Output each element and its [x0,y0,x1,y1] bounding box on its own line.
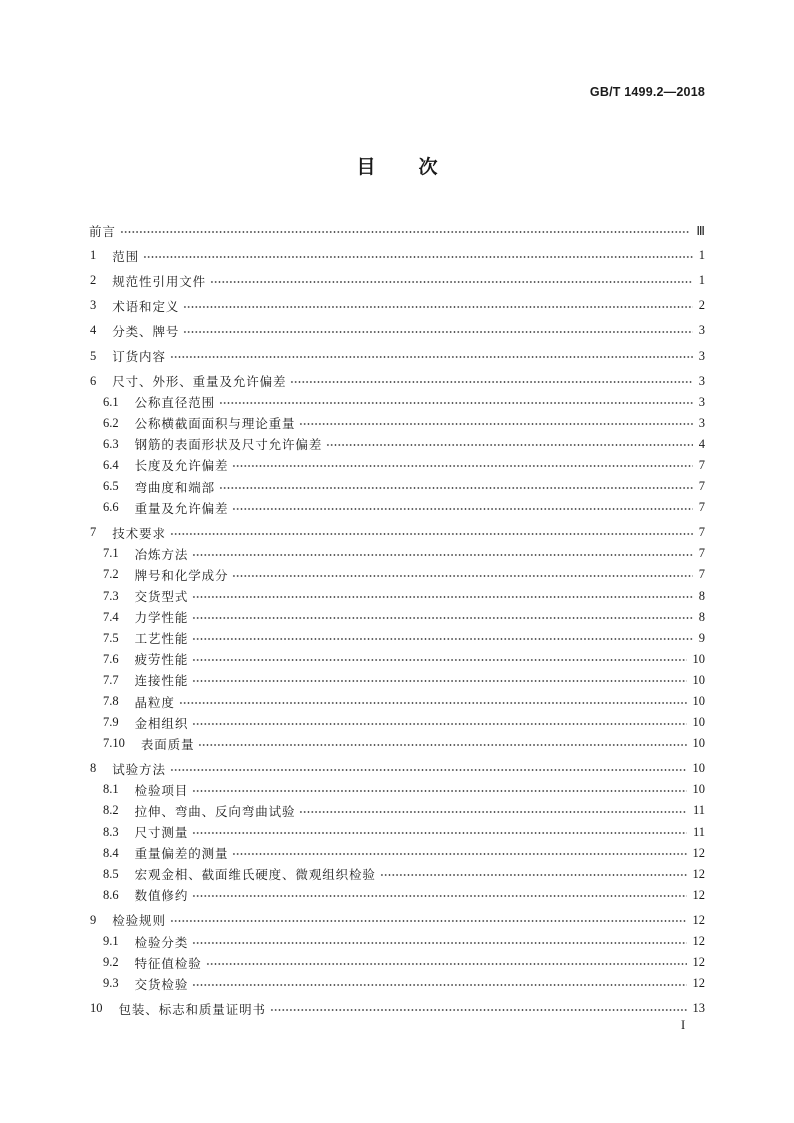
dot-leader [219,401,693,405]
toc-entry-preface [89,220,705,241]
toc-entry-6-5 [90,476,705,497]
section-number: 6.6 [103,500,119,515]
section-number: 9.2 [103,955,119,970]
section-title: 检验规则 [112,913,166,929]
toc-entry-7-4 [90,607,705,628]
section-title: 术语和定义 [112,298,180,314]
section-number: 7.6 [103,651,119,666]
dot-leader [192,616,693,620]
toc-entry-7-10 [90,733,705,754]
page-number: 12 [692,955,705,970]
section-title: 订货内容 [112,349,166,365]
section-number: 6.2 [103,415,119,430]
dot-leader [232,507,692,511]
section-number: 10 [90,1001,103,1016]
section-title: 力学性能 [134,610,189,626]
dot-leader [270,1008,687,1012]
section-title: 公称直径范围 [134,395,216,411]
page-number: 10 [692,651,705,666]
toc-entry-6-6 [90,497,705,518]
page-number: 12 [692,934,705,949]
toc-entry-3 [90,295,705,316]
toc-entry-7-3 [90,586,705,607]
section-number: 8.3 [103,824,119,839]
page-number: 12 [692,845,705,860]
section-number: 8.5 [103,866,119,881]
section-number: 9.3 [103,976,119,991]
toc-entry-5 [90,345,705,366]
section-number: 8.6 [103,887,119,902]
dot-leader [179,701,687,705]
toc-entry-4 [90,320,705,341]
toc-entry-7-9 [90,712,705,733]
toc-entry-9-3 [90,973,705,994]
toc-entry-7-6 [90,649,705,670]
dot-leader [326,443,693,447]
toc-entry-6 [90,371,705,392]
section-number: 3 [90,298,97,313]
toc-entry-8-4 [90,843,705,864]
section-number: 8.4 [103,845,119,860]
section-number: 7.4 [103,609,119,624]
section-title: 工艺性能 [134,631,189,647]
section-number: 7.5 [103,630,119,645]
section-title: 特征值检验 [134,955,202,971]
page-number: 3 [698,373,705,388]
dot-leader [219,486,693,490]
page-number: 7 [698,567,705,582]
dot-leader [183,305,692,309]
section-title: 宏观金相、截面维氏硬度、微观组织检验 [134,867,376,883]
toc-entry-7-5 [90,628,705,649]
page-number: 1 [698,273,705,288]
page-number: 2 [698,298,705,313]
page-title: 目 次 [356,156,450,178]
toc-entry-9 [90,910,705,931]
page-number: Ⅲ [696,223,705,238]
dot-leader [170,532,693,536]
section-title: 包装、标志和质量证明书 [118,1001,266,1017]
section-number: 7.10 [103,736,125,751]
page-number: 8 [698,609,705,624]
section-title: 范围 [112,248,140,264]
page-number: 8 [698,588,705,603]
page-number: 12 [692,976,705,991]
section-number: 6.4 [103,457,119,472]
section-title: 弯曲度和端部 [134,479,216,495]
page-number: 7 [698,525,705,540]
page-number: 4 [698,436,705,451]
section-title: 检验分类 [134,934,189,950]
section-title: 规范性引用文件 [112,273,207,289]
page-number: 7 [698,479,705,494]
dot-leader [192,637,693,641]
page-number: 9 [698,630,705,645]
page-number: 7 [698,546,705,561]
page-number: 10 [692,715,705,730]
section-number: 5 [90,348,97,363]
section-number: 7.1 [103,546,119,561]
page-number: 11 [692,824,705,839]
dot-leader [192,658,686,662]
toc-entry-6-4 [90,455,705,476]
toc-entry-8-1 [90,779,705,800]
section-title: 技术要求 [112,525,166,541]
section-number: 9 [90,912,97,927]
toc-entry-8-3 [90,822,705,843]
section-title: 晶粒度 [134,694,175,710]
section-title: 交货检验 [134,976,189,992]
toc-entry-8-5 [90,864,705,885]
dot-leader [170,919,687,923]
page-number: 3 [698,348,705,363]
section-number: 7.8 [103,694,119,709]
dot-leader [192,679,686,683]
standard-number: GB/T 1499.2—2018 [589,85,705,99]
section-title: 数值修约 [134,888,189,904]
section-number: 7.7 [103,672,119,687]
section-title: 重量及允许偏差 [134,500,229,516]
section-title: 表面质量 [140,736,195,752]
section-title: 分类、牌号 [112,323,180,339]
section-number: 8.2 [103,803,119,818]
toc-entry-7 [90,522,705,543]
section-number: 7.2 [103,567,119,582]
dot-leader [232,574,692,578]
toc-entry-10 [90,998,705,1019]
section-title: 公称横截面面积与理论重量 [134,416,296,432]
section-title: 试验方法 [112,761,166,777]
page-number: 10 [692,782,705,797]
dot-leader [192,894,686,898]
section-title: 钢筋的表面形状及尺寸允许偏差 [134,437,323,453]
dot-leader [232,464,692,468]
section-number: 9.1 [103,934,119,949]
section-number: 7.9 [103,715,119,730]
section-title: 拉伸、弯曲、反向弯曲试验 [134,803,296,819]
toc-entry-7-7 [90,670,705,691]
dot-leader [192,831,687,835]
page-number: 13 [692,1001,705,1016]
toc-entry-7-1 [90,543,705,564]
dot-leader [120,230,691,234]
section-title: 牌号和化学成分 [134,567,229,583]
section-number: 2 [90,273,97,288]
section-number: 8.1 [103,782,119,797]
page-number: 3 [698,394,705,409]
dot-leader [198,743,686,747]
page-number: 7 [698,457,705,472]
toc-entry-7-8 [90,691,705,712]
dot-leader [299,810,687,814]
toc-entry-9-2 [90,952,705,973]
page-number: 12 [692,866,705,881]
dot-leader [192,595,693,599]
section-number: 7.3 [103,588,119,603]
page-number: 1 [698,248,705,263]
toc-entry-7-2 [90,564,705,585]
toc-entry-9-1 [90,931,705,952]
section-title: 冶炼方法 [134,546,189,562]
section-number: 7 [90,525,97,540]
dot-leader [192,941,686,945]
dot-leader [299,422,692,426]
dot-leader [192,722,686,726]
dot-leader [170,768,687,772]
section-title: 检验项目 [134,782,189,798]
footer-page-number: I [681,1018,686,1032]
section-number: 6 [90,373,97,388]
page-number: 10 [692,694,705,709]
dot-leader [170,355,693,359]
section-title: 交货型式 [134,589,189,605]
dot-leader [143,255,693,259]
section-title: 金相组织 [134,715,189,731]
dot-leader [380,873,687,877]
page-number: 12 [692,912,705,927]
toc-entry-2 [90,270,705,291]
section-number: 8 [90,761,97,776]
table-of-contents [90,216,705,1019]
section-number: 6.1 [103,394,119,409]
page-number: 7 [698,500,705,515]
dot-leader [290,380,692,384]
page-number: 11 [692,803,705,818]
page-number: 3 [698,323,705,338]
dot-leader [183,330,692,334]
dot-leader [206,962,687,966]
section-number: 6.3 [103,436,119,451]
toc-entry-8-6 [90,885,705,906]
section-title: 疲劳性能 [134,652,189,668]
toc-entry-1 [90,245,705,266]
section-title: 前言 [89,223,116,239]
dot-leader [210,280,693,284]
dot-leader [232,852,686,856]
toc-entry-6-2 [90,413,705,434]
page-number: 10 [692,736,705,751]
toc-entry-8-2 [90,800,705,821]
section-number: 1 [90,248,97,263]
page-number: 10 [692,672,705,687]
section-title: 长度及允许偏差 [134,458,229,474]
page-number: 3 [698,415,705,430]
section-number: 6.5 [103,479,119,494]
section-title: 尺寸测量 [134,825,189,841]
page-number: 10 [692,761,705,776]
page-number: 12 [692,887,705,902]
section-title: 连接性能 [134,673,189,689]
toc-entry-6-3 [90,434,705,455]
dot-leader [192,553,693,557]
section-number: 4 [90,323,97,338]
toc-entry-6-1 [90,392,705,413]
section-title: 重量偏差的测量 [134,846,229,862]
dot-leader [192,789,686,793]
section-title: 尺寸、外形、重量及允许偏差 [112,374,287,390]
dot-leader [192,983,686,987]
toc-entry-8 [90,758,705,779]
